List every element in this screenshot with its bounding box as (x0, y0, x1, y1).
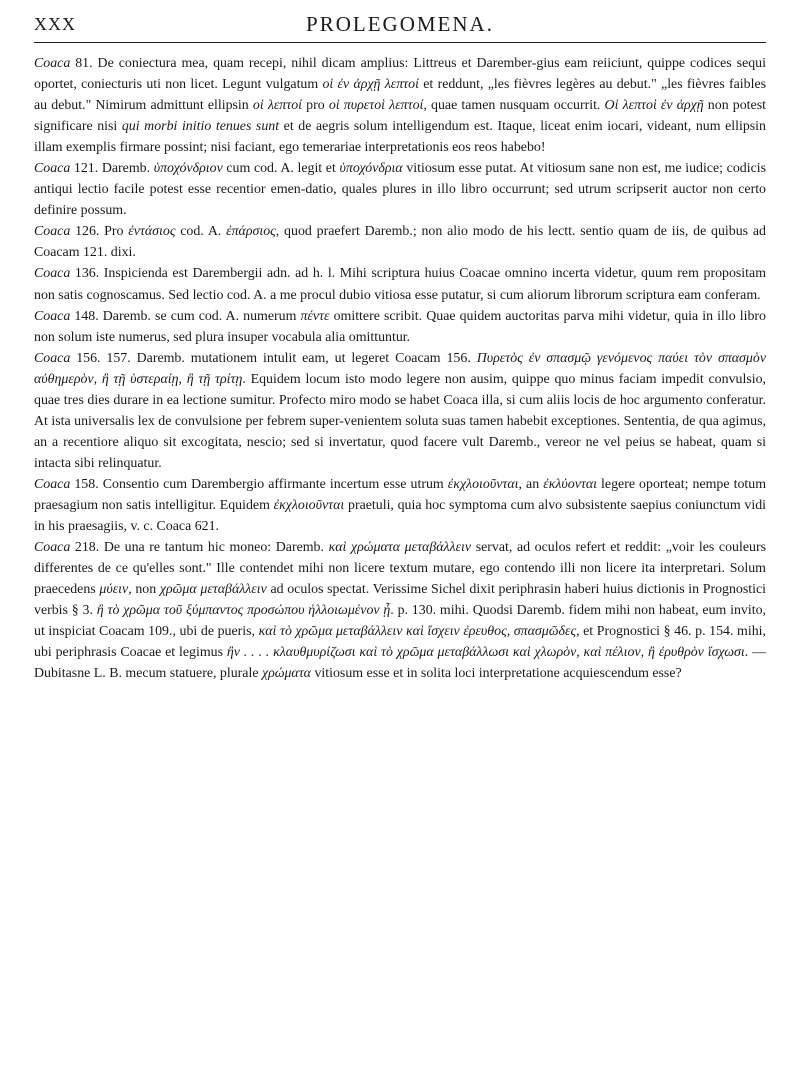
coaca-reference: Coaca (34, 266, 71, 282)
greek-quotation: Οἱ λεπτοὶ ἐν ἀρχῇ (604, 98, 704, 114)
greek-quotation: ὑποχόνδριον (153, 161, 223, 177)
greek-quotation: ἐκλύονται (543, 476, 597, 492)
greek-quotation: οἱ λεπτοί (252, 98, 303, 114)
paragraph-text: legere oporteat; nempe totum praesagium non satis intelligitur. Equidem (34, 476, 767, 513)
paragraph-text: servat, ad oculos refert et reddit: „voir les couleurs differentes de ce qu'elles sont." Ille contendet mihi non licere textum mutare, ego contendo illi non licere ita interpretari. Solum praecedens (34, 540, 766, 598)
page-title: PROLEGOMENA. (306, 12, 494, 36)
paragraph-coaca-156-157 (34, 348, 766, 474)
paragraph-text: non potest significare nisi (34, 98, 766, 135)
paragraph-text: ad oculos spectat. Verissime Sichel dixit periphrasin haberi huius dictionis in Prognostici verbis § 3. (34, 582, 766, 619)
paragraph-text: 158. Consentio cum Darembergio affirmante incertum esse utrum (70, 476, 448, 492)
greek-quotation: χρώματα (261, 666, 311, 682)
paragraph-text: vitiosum esse putat. At vitiosum sane non est, me iudice; codicis antiqui lectio facile potest esse recentior emen-datio, quales plures in illo libro occurrunt; sed utrum scripserit auctor non certo definire possum. (34, 161, 767, 219)
paragraph-text: 148. Daremb. se cum cod. A. numerum (70, 308, 301, 324)
body-text (34, 53, 766, 684)
paragraph-coaca-126 (34, 221, 766, 263)
paragraph-coaca-218 (34, 537, 766, 684)
greek-quotation: ἐκχλοιοῦνται (273, 497, 345, 513)
coaca-reference: Coaca (34, 476, 71, 492)
greek-quotation: πέντε (300, 308, 330, 324)
coaca-reference: Coaca (34, 308, 71, 324)
paragraph-text: . — Dubitasne L. B. mecum statuere, plurale (34, 645, 766, 682)
greek-quotation: ἢ τὸ χρῶμα τοῦ ξύμπαντος προσώπου ἠλλοιωμένον ᾖ (96, 603, 391, 619)
paragraph-text: omittere scribit. Quae quidem auctoritas parva mihi videtur, quia in illo libro non solum iste numerus, sed plura insuper vocabula alia omittuntur. (34, 308, 766, 345)
greek-quotation: ἐκχλοιοῦνται (447, 476, 519, 492)
paragraph-coaca-158 (34, 474, 766, 537)
paragraph-text: , non (128, 582, 160, 598)
coaca-reference: Coaca (34, 540, 71, 556)
greek-quotation: ἐπάρσιος (226, 224, 276, 240)
paragraph-text: 121. Daremb. (70, 161, 154, 177)
paragraph-text: , an (518, 476, 544, 492)
emphasis-text: qui morbi initio tenues sunt (121, 119, 280, 135)
greek-quotation: χρῶμα μεταβάλλειν (159, 582, 267, 598)
greek-quotation: μύειν (99, 582, 129, 598)
greek-quotation: οἱ ἐν ἀρχῇ λεπτοί (322, 77, 419, 93)
paragraph-text: et reddunt, „les fièvres legères au debut." „les fièvres faibles au debut." Nimirum admittunt ellipsin (34, 77, 767, 114)
greek-quotation: ὑποχόνδρια (339, 161, 403, 177)
page-number: XXX (34, 14, 76, 34)
paragraph-text: 126. Pro (70, 224, 129, 240)
coaca-reference: Coaca (34, 56, 71, 71)
greek-quotation: ἢν . . . . κλαυθμυρίζωσι καὶ τὸ χρῶμα μεταβάλλωσι καὶ χλωρὸν, καὶ πέλιον, ἢ ἐρυθρὸν ἴσχωσι (226, 645, 745, 661)
paragraph-text: 218. De una re tantum hic moneo: Daremb. (70, 540, 329, 556)
paragraph-text: vitiosum esse et in solita loci interpretatione acquiescendum esse? (310, 666, 682, 682)
paragraph-text: , quod praefert Daremb.; non alio modo de his lectt. sentio quam de iis, de quibus ad Coacam 121. dixi. (34, 224, 766, 261)
paragraph-coaca-136 (34, 263, 766, 305)
paragraph-text: 136. Inspicienda est Darembergii adn. ad h. l. Mihi scriptura huius Coacae omnino incerta videtur, quum rem propositam non satis cognoscamus. Sed lectio cod. A. a me procul dubio vitiosa esse putatur, si cum aliorum librorum scriptura eam conferam. (34, 266, 766, 303)
greek-quotation: καὶ χρώματα μεταβάλλειν (328, 540, 472, 556)
paragraph-coaca-121 (34, 158, 766, 221)
paragraph-text: et de aegris solum intelligendum est. Itaque, liceat enim iocari, videant, num ellipsin illam exemplis firmare possint; nisi faciant, ego temerariae interpretationis eos reos habebo! (34, 119, 766, 156)
coaca-reference: Coaca (34, 161, 71, 177)
paragraph-text: , et Prognostici § 46. p. 154. mihi, ubi periphrasis Coacae et legimus (34, 624, 766, 661)
paragraph-text: cum cod. A. legit et (222, 161, 340, 177)
coaca-reference: Coaca (34, 224, 71, 240)
paragraph-text: praetuli, quia hoc symptoma cum alvo subsistente saepius coniunctum vidi in his praesagiis, v. c. Coaca 621. (34, 497, 766, 535)
greek-quotation: οἱ πυρετοὶ λεπτοί (328, 98, 424, 114)
paragraph-text: . p. 130. mihi. Quodsi Daremb. fidem mihi non habeat, eum invito, ut inspiciat Coacam 109., ubi de pueris, (34, 603, 766, 640)
paragraph-text: pro (302, 98, 329, 114)
paragraph-coaca-148 (34, 306, 766, 348)
greek-quotation: καὶ τὸ χρῶμα μεταβάλλειν καὶ ἴσχειν ἐρευθος, σπασμῶδες (258, 624, 577, 640)
paragraph-text: . Equidem locum isto modo legere non ausim, quippe quo minus faciam impedit convulsio, quae tres dies durare in ea lectione sumitur. Profecto miro modo se habet Coaca illa, si cum aliis locis de hoc argumento conferatur. At ista universalis lex de convulsione per febrem super-venientem soluta suas tamen habebit exceptiones. Sententia, de qua agimus, an a recentiore aliquo sit excogitata, nescio; sed si invertatur, quod facere vult Daremb., vereor ne vel peius se habeat, quam si intacta sibi relinquatur. (34, 371, 766, 471)
paragraph-coaca-81 (34, 53, 766, 158)
running-head (34, 8, 766, 43)
paragraph-text: , quae tamen nusquam occurrit. (423, 98, 605, 114)
greek-quotation: Πυρετὸς ἐν σπασμῷ γενόμενος παύει τὸν σπασμὸν αὐθημερὸν, ἢ τῇ ὑστεραίῃ, ἢ τῇ τρίτῃ (34, 350, 766, 387)
greek-quotation: ἐντάσιος (128, 224, 176, 240)
paragraph-text: 81. De coniectura mea, quam recepi, nihil dicam amplius: Littreus et Darember-gius eam reiiciunt, quippe codices sequi oportet, coniecturis uti non licet. Legunt vulgatum (34, 56, 766, 93)
paragraph-text: cod. A. (175, 224, 227, 240)
coaca-reference: Coaca (34, 350, 71, 366)
paragraph-text: 156. 157. Daremb. mutationem intulit eam, ut legeret Coacam 156. (70, 350, 477, 366)
